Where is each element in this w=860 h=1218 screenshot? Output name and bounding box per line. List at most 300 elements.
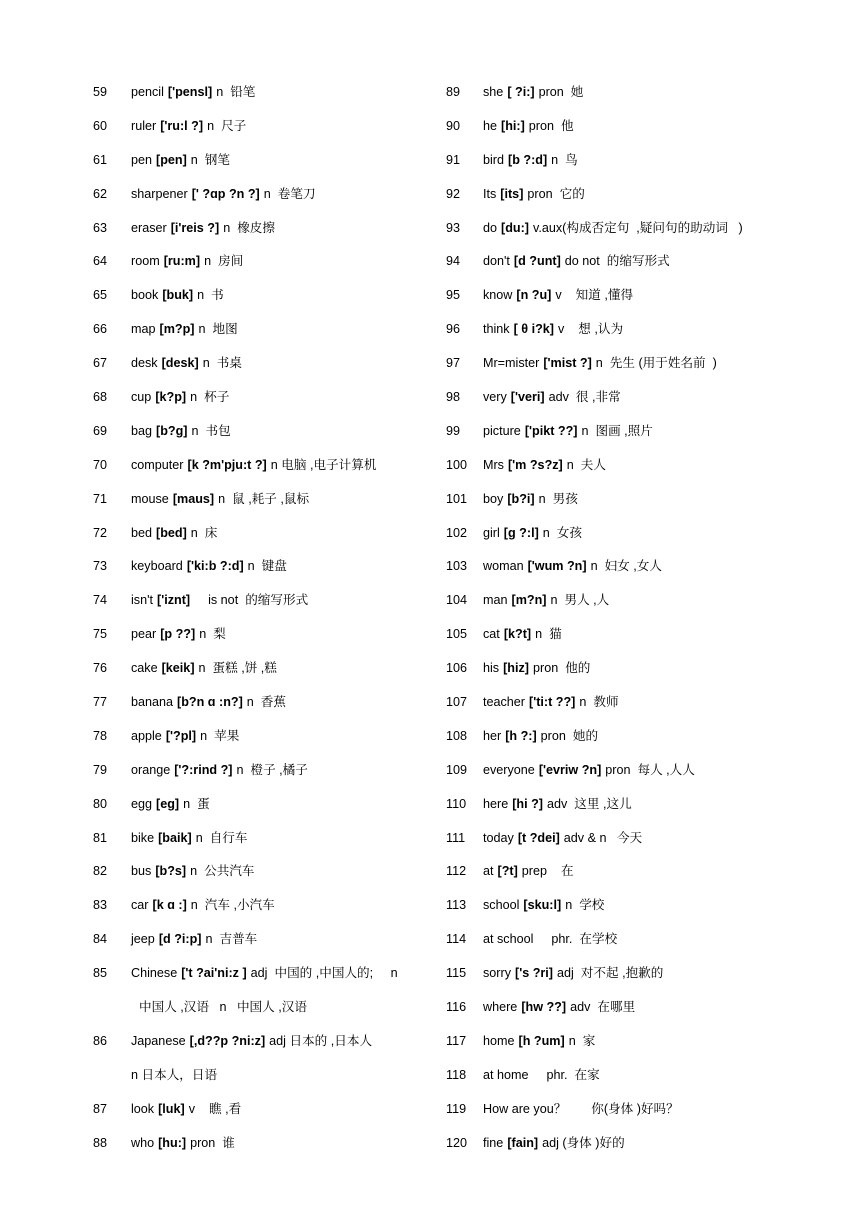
entry-text <box>483 419 653 443</box>
entry-phonetic: ['s ?ri] <box>515 966 553 981</box>
entry-number: 63 <box>93 220 108 235</box>
vocab-entry <box>446 1097 776 1131</box>
entry-number: 66 <box>93 322 108 337</box>
entry-phonetic: ['pikt ??] <box>524 423 578 438</box>
entry-definition: pron 他的 <box>533 661 591 676</box>
entry-text <box>483 1097 679 1121</box>
vocab-entry <box>446 690 776 724</box>
entry-word: isn't <box>131 593 154 608</box>
vocab-entry <box>93 1097 423 1131</box>
entry-definition: n 房间 <box>204 254 244 269</box>
entry-definition: n 妇女 ,女人 <box>590 559 662 574</box>
entry-word: everyone <box>483 762 535 777</box>
entry-definition: n 夫人 <box>566 457 606 472</box>
entry-definition: v 知道 ,懂得 <box>555 288 634 303</box>
entry-text <box>483 690 619 714</box>
entry-text <box>131 351 242 375</box>
entry-text <box>483 554 662 578</box>
entry-phonetic: ['?pl] <box>165 728 197 743</box>
entry-number: 81 <box>93 830 108 845</box>
entry-word: bag <box>131 423 153 438</box>
entry-phonetic: [' ?ɑp ?n ?] <box>191 186 260 201</box>
entry-definition: adv & n 今天 <box>563 830 643 845</box>
vocab-entry <box>446 554 776 588</box>
vocab-entry <box>93 554 423 588</box>
entry-word: book <box>131 288 159 303</box>
entry-text <box>131 961 398 985</box>
entry-definition: phr. 在家 <box>532 1067 600 1082</box>
entry-text <box>483 148 578 172</box>
vocab-entry <box>446 927 776 961</box>
entry-text <box>131 656 277 680</box>
vocab-entry <box>446 317 776 351</box>
entry-phonetic: [m?p] <box>159 322 195 337</box>
entry-definition: n 尺子 <box>207 118 247 133</box>
entry-definition: v 瞧 ,看 <box>188 1101 242 1116</box>
entry-number: 115 <box>446 966 467 981</box>
entry-phonetic: [fain] <box>507 1135 539 1150</box>
vocab-entry <box>446 521 776 555</box>
entry-phonetic: [hi ?] <box>512 796 543 811</box>
entry-text <box>131 859 254 883</box>
entry-text <box>483 859 574 883</box>
entry-phonetic: [,d??p ?ni:z] <box>189 1033 266 1048</box>
entry-definition: n 书 <box>197 288 224 303</box>
entry-definition: n 杯子 <box>190 390 230 405</box>
entry-word: Japanese <box>131 1033 186 1048</box>
vocab-entry <box>446 148 776 182</box>
entry-definition: n 梨 <box>199 627 226 642</box>
entry-word: Its <box>483 186 497 201</box>
entry-definition: n 蛋 <box>183 796 210 811</box>
vocab-entry <box>93 927 423 961</box>
entry-text <box>483 758 695 782</box>
entry-phonetic: [k?t] <box>503 627 532 642</box>
entry-definition: adj (身体 )好的 <box>542 1135 625 1150</box>
entry-word: pen <box>131 152 153 167</box>
entry-phonetic: ['veri] <box>510 390 545 405</box>
entry-phonetic: [h ?:] <box>505 728 537 743</box>
entry-number: 85 <box>93 966 108 981</box>
entry-phonetic: [?t] <box>497 864 518 879</box>
entry-word: think <box>483 322 510 337</box>
vocab-entry <box>446 453 776 487</box>
entry-definition: phr. 在学校 <box>537 932 618 947</box>
entry-definition: n 自行车 <box>195 830 248 845</box>
entry-definition: do not 的缩写形式 <box>564 254 670 269</box>
entry-text <box>483 351 717 375</box>
vocab-entry <box>93 690 423 724</box>
entry-number: 106 <box>446 661 468 676</box>
entry-text <box>483 249 670 273</box>
entry-word: woman <box>483 559 524 574</box>
entry-definition: n 书包 <box>191 423 231 438</box>
entry-word: here <box>483 796 509 811</box>
entry-text <box>131 80 255 104</box>
entry-phonetic: [b?s] <box>155 864 187 879</box>
entry-word: map <box>131 322 156 337</box>
entry-word: at school <box>483 932 534 947</box>
vocab-entry <box>446 961 776 995</box>
entry-phonetic: [baik] <box>158 830 192 845</box>
entry-number: 95 <box>446 288 461 303</box>
entry-number: 97 <box>446 356 461 371</box>
entry-text <box>131 792 210 816</box>
entry-word: man <box>483 593 508 608</box>
entry-text <box>131 317 238 341</box>
entry-text <box>483 927 617 951</box>
entry-number: 74 <box>93 593 108 608</box>
vocab-entry <box>446 656 776 690</box>
vocab-entry <box>446 351 776 385</box>
vocab-entry <box>446 385 776 419</box>
entry-text <box>131 622 226 646</box>
entry-number: 69 <box>93 423 108 438</box>
vocab-entry <box>446 1029 776 1063</box>
entry-word: teacher <box>483 695 526 710</box>
vocab-entry <box>93 385 423 419</box>
entry-number: 62 <box>93 186 108 201</box>
entry-definition: pron 谁 <box>190 1135 235 1150</box>
entry-phonetic: ['?:rind ?] <box>174 762 233 777</box>
entry-definition: v 想 ,认为 <box>558 322 624 337</box>
vocab-entry <box>446 283 776 317</box>
entry-text <box>483 588 609 612</box>
entry-text <box>483 216 743 240</box>
vocab-entry <box>446 487 776 521</box>
entry-word: Chinese <box>131 966 178 981</box>
vocab-entry <box>446 249 776 283</box>
entry-text <box>131 487 309 511</box>
entry-word: sharpener <box>131 186 188 201</box>
entry-phonetic: [p ??] <box>160 627 196 642</box>
entry-text <box>483 317 623 341</box>
entry-number: 72 <box>93 525 108 540</box>
entry-word: don't <box>483 254 510 269</box>
entry-number: 119 <box>446 1101 467 1116</box>
entry-word: sorry <box>483 966 511 981</box>
entry-definition: n 男人 ,人 <box>550 593 610 608</box>
entry-definition: prep 在 <box>521 864 574 879</box>
entry-number: 78 <box>93 728 108 743</box>
entry-text <box>131 588 308 612</box>
entry-definition: n 公共汽车 <box>190 864 255 879</box>
entry-word: pencil <box>131 85 164 99</box>
entry-word: school <box>483 898 520 913</box>
vocab-entry <box>446 182 776 216</box>
entry-number: 82 <box>93 864 108 879</box>
entry-number: 84 <box>93 932 108 947</box>
entry-definition: adj 日本的 ,日本人 <box>269 1033 373 1048</box>
entry-word: know <box>483 288 513 303</box>
entry-word: orange <box>131 762 171 777</box>
entry-text <box>139 995 307 1019</box>
entry-text <box>131 148 230 172</box>
entry-word: bed <box>131 525 153 540</box>
vocab-entry <box>93 826 423 860</box>
entry-phonetic: [i'reis ?] <box>170 220 220 235</box>
vocab-entry <box>93 487 423 521</box>
entry-number: 113 <box>446 898 467 913</box>
entry-definition: adv 在哪里 <box>570 1000 636 1015</box>
entry-text <box>131 1063 217 1087</box>
entry-text <box>131 826 248 850</box>
entry-word: Mrs <box>483 457 504 472</box>
vocab-entry <box>93 148 423 182</box>
entry-text <box>131 216 275 240</box>
entry-phonetic: [d ?i:p] <box>158 932 202 947</box>
entry-phonetic: [n ?u] <box>516 288 552 303</box>
entry-phonetic: ['ki:b ?:d] <box>186 559 244 574</box>
entry-number: 88 <box>93 1135 108 1150</box>
entry-number: 87 <box>93 1101 108 1116</box>
entry-text <box>131 758 308 782</box>
entry-word: home <box>483 1033 515 1048</box>
entry-number: 104 <box>446 593 468 608</box>
entry-number: 73 <box>93 559 108 574</box>
entry-phonetic: [k?p] <box>155 390 187 405</box>
entry-definition: n 猫 <box>535 627 562 642</box>
vocab-entry <box>446 114 776 148</box>
vocab-entry <box>446 792 776 826</box>
entry-number: 100 <box>446 457 468 472</box>
entry-number: 68 <box>93 390 108 405</box>
entry-definition: n 日本人，日语 <box>131 1067 218 1082</box>
entry-phonetic: [hw ??] <box>521 1000 567 1015</box>
vocab-entry <box>93 724 423 758</box>
vocab-entry <box>93 758 423 792</box>
entry-word: pear <box>131 627 157 642</box>
entry-number: 70 <box>93 457 108 472</box>
entry-text <box>483 961 663 985</box>
entry-number: 109 <box>446 762 468 777</box>
left-column <box>93 80 423 1165</box>
entry-phonetic: [b?i] <box>507 491 535 506</box>
entry-text <box>131 114 246 138</box>
entry-text <box>131 283 224 307</box>
entry-definition: n 鼠 ,耗子 ,鼠标 <box>218 491 310 506</box>
entry-number: 96 <box>446 322 461 337</box>
entry-definition: n 家 <box>568 1033 596 1048</box>
vocab-entry <box>446 859 776 893</box>
entry-definition: n 钢笔 <box>190 152 230 167</box>
entry-text <box>131 927 257 951</box>
entry-word: boy <box>483 491 504 506</box>
entry-phonetic: [buk] <box>162 288 194 303</box>
entry-phonetic: [eg] <box>156 796 180 811</box>
entry-word: her <box>483 728 502 743</box>
entry-word: car <box>131 898 149 913</box>
entry-phonetic: [du:] <box>501 220 529 235</box>
entry-definition: is not 的缩写形式 <box>194 593 309 608</box>
entry-number: 65 <box>93 288 108 303</box>
entry-phonetic: ['ti:t ??] <box>529 695 576 710</box>
vocab-entry <box>446 758 776 792</box>
entry-definition: pron 每人 ,人人 <box>605 762 695 777</box>
vocab-entry <box>93 317 423 351</box>
entry-phonetic: [desk] <box>161 356 199 371</box>
entry-number: 99 <box>446 423 461 438</box>
entry-number: 92 <box>446 186 461 201</box>
entry-number: 90 <box>446 118 461 133</box>
entry-number: 64 <box>93 254 108 269</box>
entry-word: bike <box>131 830 155 845</box>
entry-definition: n 女孩 <box>542 525 582 540</box>
entry-number: 93 <box>446 220 461 235</box>
entry-word: today <box>483 830 514 845</box>
entry-word: cake <box>131 661 158 676</box>
entry-text <box>483 656 590 680</box>
entry-phonetic: [its] <box>500 186 524 201</box>
entry-word: ruler <box>131 118 157 133</box>
entry-definition: n 铅笔 <box>216 85 256 99</box>
entry-word: jeep <box>131 932 155 947</box>
entry-word: cat <box>483 627 500 642</box>
vocab-entry <box>446 588 776 622</box>
entry-definition: pron 她的 <box>540 728 599 743</box>
vocab-entry <box>93 792 423 826</box>
entry-phonetic: [m?n] <box>511 593 547 608</box>
entry-definition: pron 她 <box>538 85 584 99</box>
entry-word: banana <box>131 695 174 710</box>
entry-phonetic: [hi:] <box>501 118 525 133</box>
entry-text <box>131 419 231 443</box>
entry-phonetic: ['iznt] <box>157 593 191 608</box>
entry-number: 75 <box>93 627 108 642</box>
entry-definition: n 吉普车 <box>205 932 258 947</box>
vocab-entry <box>93 893 423 927</box>
entry-definition: pron 他 <box>528 118 574 133</box>
entry-word: picture <box>483 423 521 438</box>
vocab-entry <box>93 453 423 487</box>
vocab-entry <box>93 182 423 216</box>
entry-phonetic: [b?n ɑ :n?] <box>177 695 243 710</box>
entry-text <box>131 385 229 409</box>
vocab-entry <box>446 622 776 656</box>
entry-definition: n 苹果 <box>200 728 240 743</box>
entry-definition: n 图画 ,照片 <box>581 423 653 438</box>
entry-phonetic: ['evriw ?n] <box>538 762 602 777</box>
entry-text <box>483 182 585 206</box>
entry-number: 79 <box>93 762 108 777</box>
entry-text <box>483 487 578 511</box>
entry-number: 89 <box>446 85 461 99</box>
entry-number: 112 <box>446 864 467 879</box>
entry-number: 111 <box>446 830 466 845</box>
entry-phonetic: ['t ?ai'ni:z ] <box>181 966 247 981</box>
vocab-entry <box>93 622 423 656</box>
entry-phonetic: ['mist ?] <box>543 356 592 371</box>
entry-word: he <box>483 118 498 133</box>
entry-text <box>483 1029 595 1053</box>
entry-phonetic: [hu:] <box>158 1135 187 1150</box>
entry-word: apple <box>131 728 162 743</box>
entry-word: his <box>483 661 500 676</box>
entry-text <box>483 724 598 748</box>
vocab-entry <box>93 859 423 893</box>
entry-text <box>483 792 632 816</box>
entry-definition: n 床 <box>190 525 218 540</box>
entry-word: fine <box>483 1135 504 1150</box>
vocab-entry <box>93 114 423 148</box>
vocab-entry <box>93 351 423 385</box>
entry-number: 60 <box>93 118 108 133</box>
entry-word: who <box>131 1135 155 1150</box>
entry-phonetic: [h ?um] <box>518 1033 565 1048</box>
entry-number: 116 <box>446 1000 467 1015</box>
entry-text <box>131 182 316 206</box>
entry-word: egg <box>131 796 153 811</box>
entry-word: keyboard <box>131 559 183 574</box>
entry-definition: n 地图 <box>198 322 238 337</box>
entry-phonetic: [t ?dei] <box>517 830 560 845</box>
entry-word: look <box>131 1101 155 1116</box>
entry-definition: n 男孩 <box>538 491 578 506</box>
entry-word: eraser <box>131 220 167 235</box>
entry-definition: n 鸟 <box>551 152 578 167</box>
entry-definition: v.aux(构成否定句 ,疑问句的助动词 ) <box>532 220 743 235</box>
entry-word: desk <box>131 356 158 371</box>
entry-number: 94 <box>446 254 461 269</box>
entry-phonetic: [pen] <box>156 152 187 167</box>
vocab-entry <box>446 724 776 758</box>
entry-definition: n 先生 (用于姓名前 ) <box>595 356 717 371</box>
entry-definition: adj 对不起 ,抱歉的 <box>556 966 664 981</box>
entry-phonetic: [luk] <box>158 1101 185 1116</box>
entry-definition: n 汽车 ,小汽车 <box>190 898 275 913</box>
entry-word: bird <box>483 152 504 167</box>
vocab-entry <box>446 826 776 860</box>
entry-phonetic: [bed] <box>156 525 187 540</box>
entry-phonetic: [hiz] <box>503 661 529 676</box>
entry-word: girl <box>483 525 500 540</box>
vocab-entry <box>93 1029 423 1063</box>
entry-phonetic: [d ?unt] <box>513 254 561 269</box>
entry-phonetic: [ ?i:] <box>507 85 535 99</box>
entry-text <box>483 521 582 545</box>
entry-definition: adv 很 ,非常 <box>548 390 621 405</box>
vocab-entry <box>446 419 776 453</box>
right-column <box>446 80 776 1165</box>
vocab-entry <box>93 1131 423 1165</box>
entry-definition: 你(身体 )好吗？ <box>570 1101 679 1116</box>
vocab-entry <box>93 216 423 250</box>
entry-text <box>131 893 275 917</box>
entry-definition: n 键盘 <box>247 559 287 574</box>
entry-text <box>483 622 562 646</box>
entry-phonetic: [sku:l] <box>523 898 562 913</box>
vocab-entry-continuation <box>93 1063 423 1097</box>
entry-text <box>131 724 239 748</box>
entry-number: 114 <box>446 932 467 947</box>
entry-text <box>131 249 243 273</box>
entry-number: 120 <box>446 1135 468 1150</box>
vocab-entry <box>446 1063 776 1097</box>
entry-definition: n 香蕉 <box>246 695 286 710</box>
entry-definition: n 学校 <box>565 898 605 913</box>
entry-word: mouse <box>131 491 169 506</box>
entry-phonetic: [ru:m] <box>163 254 201 269</box>
entry-text <box>483 893 604 917</box>
entry-phonetic: ['m ?s?z] <box>507 457 563 472</box>
entry-number: 117 <box>446 1033 467 1048</box>
vocab-entry <box>446 80 776 114</box>
entry-definition: adj 中国的 ,中国人的; n <box>250 966 398 981</box>
entry-phonetic: [keik] <box>161 661 195 676</box>
entry-number: 108 <box>446 728 468 743</box>
vocab-entry <box>93 588 423 622</box>
entry-word: do <box>483 220 498 235</box>
